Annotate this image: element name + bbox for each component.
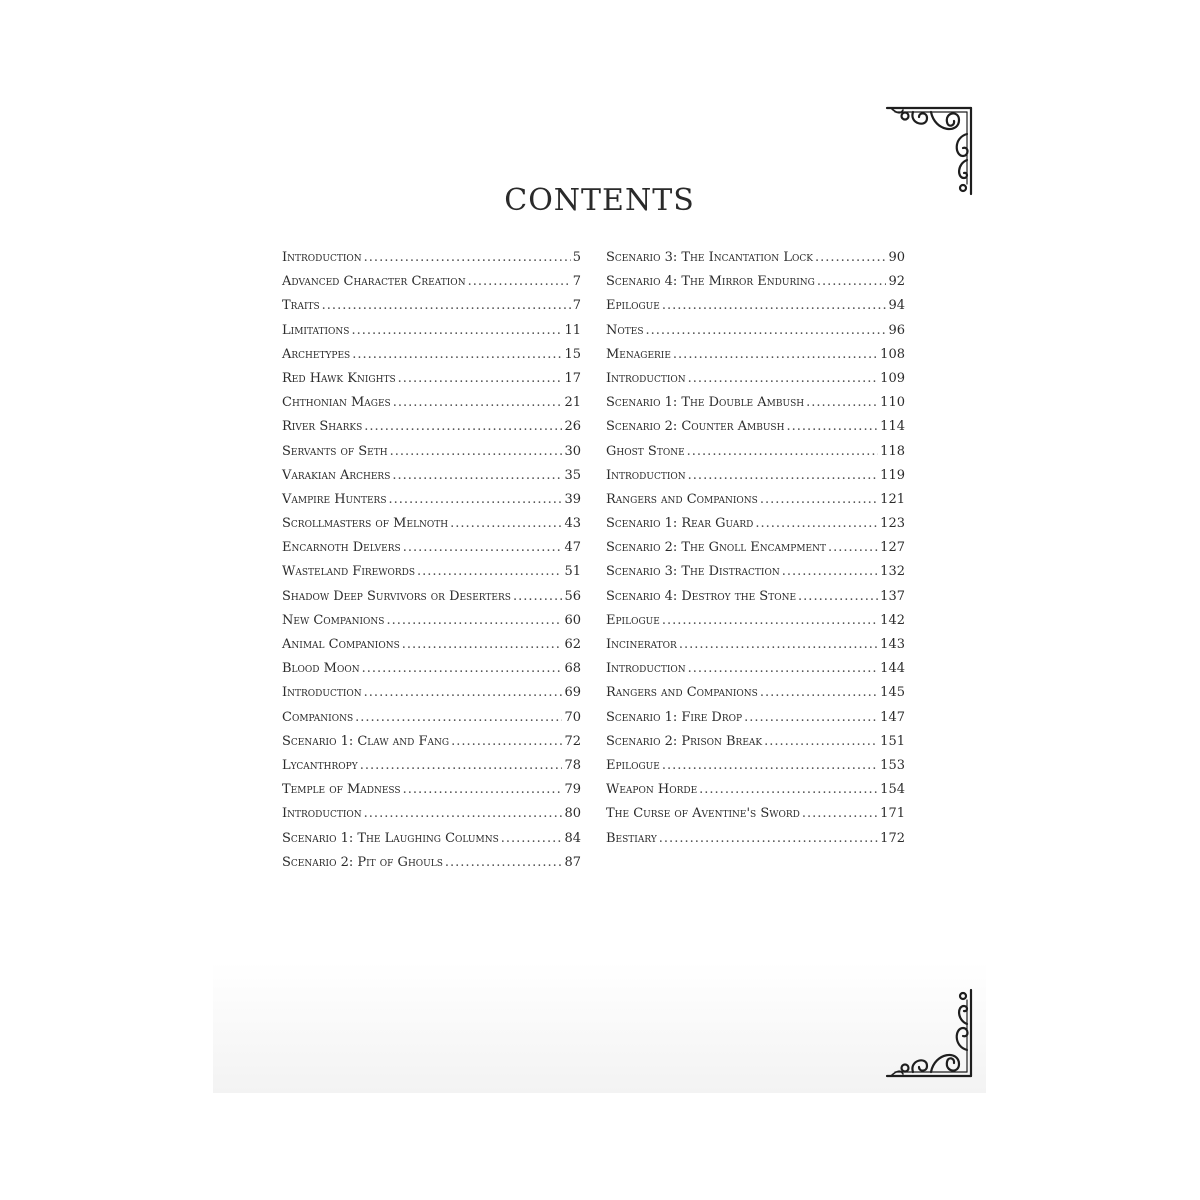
toc-entry-title: Scrollmasters of Melnoth xyxy=(282,516,449,532)
toc-entry xyxy=(606,831,905,855)
toc-entry-page-number: 118 xyxy=(880,443,905,459)
toc-leader-dots xyxy=(662,758,878,773)
toc-entry-title: Scenario 1: The Laughing Columns xyxy=(282,830,499,846)
toc-entry-page-number: 143 xyxy=(880,637,905,652)
toc-entry-title: Introduction xyxy=(606,370,686,386)
toc-entry-title: Limitations xyxy=(282,322,350,338)
toc-entry-title: Introduction xyxy=(282,806,362,822)
toc-entry-title: Scenario 4: Destroy the Stone xyxy=(606,588,797,604)
toc-leader-dots xyxy=(817,274,887,289)
toc-entry xyxy=(282,831,581,855)
toc-leader-dots xyxy=(828,540,878,555)
toc-entry-page-number: 108 xyxy=(880,346,905,362)
toc-entry-page-number: 56 xyxy=(564,588,581,604)
toc-entry-page-number: 79 xyxy=(564,782,581,798)
toc-entry-title: Chthonian Mages xyxy=(282,395,391,411)
toc-leader-dots xyxy=(688,661,879,676)
toc-leader-dots xyxy=(679,637,878,652)
toc-entry-page-number: 92 xyxy=(888,274,905,290)
toc-entry-page-number: 144 xyxy=(880,661,905,677)
toc-entry xyxy=(282,806,581,830)
toc-leader-dots xyxy=(402,637,563,652)
toc-entry-title: Red Hawk Knights xyxy=(282,370,396,386)
toc-entry-title: Epilogue xyxy=(606,757,660,773)
toc-entry-title: Incinerator xyxy=(606,637,677,652)
toc-entry xyxy=(606,589,905,613)
toc-entry-page-number: 7 xyxy=(572,274,581,290)
toc-entry xyxy=(282,371,581,395)
toc-entry xyxy=(606,516,905,540)
toc-leader-dots xyxy=(451,734,562,749)
toc-leader-dots xyxy=(362,661,563,676)
toc-entry-page-number: 11 xyxy=(564,322,581,338)
toc-entry xyxy=(606,250,905,274)
toc-entry-title: Menagerie xyxy=(606,346,671,362)
toc-entry-page-number: 147 xyxy=(880,709,905,725)
toc-leader-dots xyxy=(699,782,878,797)
toc-entry xyxy=(606,540,905,564)
toc-leader-dots xyxy=(786,419,878,434)
toc-entry-page-number: 109 xyxy=(880,370,905,386)
toc-entry-page-number: 121 xyxy=(880,491,905,507)
toc-entry-title: Epilogue xyxy=(606,612,660,628)
toc-entry-title: Varakian Archers xyxy=(282,467,391,483)
toc-entry-page-number: 84 xyxy=(564,830,581,846)
toc-entry xyxy=(606,758,905,782)
toc-entry-title: Introduction xyxy=(606,467,686,483)
toc-entry-title: Scenario 1: The Double Ambush xyxy=(606,395,805,411)
toc-entry-title: New Companions xyxy=(282,612,385,628)
toc-leader-dots xyxy=(322,298,571,313)
toc-entry-page-number: 62 xyxy=(564,637,581,652)
toc-leader-dots xyxy=(806,395,878,410)
toc-leader-dots xyxy=(744,710,878,725)
toc-entry-title: Weapon Horde xyxy=(606,782,698,798)
toc-leader-dots xyxy=(798,589,878,604)
toc-entry-page-number: 110 xyxy=(880,395,905,411)
toc-entry xyxy=(282,419,581,443)
toc-leader-dots xyxy=(403,540,563,555)
toc-entry-page-number: 51 xyxy=(564,564,581,580)
toc-entry-title: Notes xyxy=(606,322,644,338)
toc-entry-title: Blood Moon xyxy=(282,661,360,677)
toc-entry-page-number: 78 xyxy=(564,757,581,773)
toc-leader-dots xyxy=(392,468,562,483)
toc-entry-page-number: 90 xyxy=(888,250,905,265)
toc-entry xyxy=(282,685,581,709)
toc-entry-title: Introduction xyxy=(282,685,362,701)
toc-entry-page-number: 70 xyxy=(564,709,581,725)
toc-entry xyxy=(282,395,581,419)
toc-entry xyxy=(606,468,905,492)
toc-entry xyxy=(282,298,581,322)
toc-leader-dots xyxy=(501,831,563,846)
toc-entry xyxy=(282,661,581,685)
toc-column-right xyxy=(606,250,905,855)
toc-entry-title: Scenario 3: The Distraction xyxy=(606,564,780,580)
toc-entry xyxy=(606,613,905,637)
toc-leader-dots xyxy=(417,564,562,579)
toc-leader-dots xyxy=(662,613,878,628)
page-title: CONTENTS xyxy=(504,183,695,218)
toc-entry xyxy=(282,710,581,734)
toc-leader-dots xyxy=(760,492,878,507)
toc-entry-page-number: 137 xyxy=(880,588,905,604)
toc-entry xyxy=(282,492,581,516)
toc-entry-page-number: 35 xyxy=(564,467,581,483)
toc-entry-page-number: 21 xyxy=(564,395,581,411)
toc-leader-dots xyxy=(364,806,563,821)
toc-entry-title: Companions xyxy=(282,709,354,725)
toc-entry-title: Servants of Seth xyxy=(282,443,388,459)
toc-entry-title: Shadow Deep Survivors or Deserters xyxy=(282,588,511,604)
toc-entry-page-number: 171 xyxy=(880,806,905,822)
toc-entry xyxy=(606,710,905,734)
toc-entry-page-number: 47 xyxy=(564,540,581,556)
toc-leader-dots xyxy=(445,855,563,870)
toc-entry-title: Ghost Stone xyxy=(606,443,685,459)
toc-entry-page-number: 72 xyxy=(564,733,581,749)
toc-entry-title: Bestiary xyxy=(606,830,657,846)
toc-entry xyxy=(282,323,581,347)
book-page xyxy=(213,0,986,1093)
toc-entry xyxy=(282,758,581,782)
toc-leader-dots xyxy=(815,250,887,265)
toc-entry-page-number: 123 xyxy=(880,516,905,532)
toc-leader-dots xyxy=(802,806,878,821)
corner-ornament-bottom-icon xyxy=(883,986,975,1080)
toc-entry xyxy=(606,274,905,298)
toc-entry-page-number: 151 xyxy=(880,733,905,749)
toc-leader-dots xyxy=(513,589,563,604)
toc-entry-page-number: 142 xyxy=(880,612,905,628)
toc-leader-dots xyxy=(782,564,878,579)
toc-leader-dots xyxy=(755,516,878,531)
toc-entry-title: Scenario 2: The Gnoll Encampment xyxy=(606,540,826,556)
toc-entry-page-number: 172 xyxy=(880,830,905,846)
toc-leader-dots xyxy=(687,444,879,459)
toc-leader-dots xyxy=(393,395,563,410)
toc-entry-page-number: 153 xyxy=(880,757,905,773)
toc-leader-dots xyxy=(386,613,562,628)
toc-column-left xyxy=(282,250,581,879)
toc-entry-page-number: 43 xyxy=(564,516,581,532)
toc-entry-title: The Curse of Aventine's Sword xyxy=(606,806,800,822)
toc-leader-dots xyxy=(389,492,563,507)
toc-entry-page-number: 127 xyxy=(880,540,905,556)
toc-entry xyxy=(282,589,581,613)
toc-entry-page-number: 26 xyxy=(564,419,581,435)
toc-leader-dots xyxy=(673,347,878,362)
toc-entry xyxy=(606,564,905,588)
toc-entry-title: Wasteland Firewords xyxy=(282,564,416,580)
toc-entry-page-number: 87 xyxy=(564,854,581,870)
toc-entry-title: Encarnoth Delvers xyxy=(282,540,401,556)
toc-entry xyxy=(282,347,581,371)
toc-entry-page-number: 145 xyxy=(880,685,905,701)
toc-entry-page-number: 69 xyxy=(564,685,581,701)
toc-entry-title: Traits xyxy=(282,298,320,314)
toc-entry xyxy=(606,444,905,468)
toc-entry-title: Rangers and Companions xyxy=(606,685,758,701)
toc-leader-dots xyxy=(398,371,563,386)
toc-entry-title: Animal Companions xyxy=(282,637,400,652)
toc-entry xyxy=(282,274,581,298)
toc-entry xyxy=(282,468,581,492)
toc-leader-dots xyxy=(364,250,571,265)
toc-entry-page-number: 96 xyxy=(888,322,905,338)
toc-leader-dots xyxy=(764,734,878,749)
toc-leader-dots xyxy=(360,758,563,773)
toc-leader-dots xyxy=(355,710,562,725)
toc-entry-title: Epilogue xyxy=(606,298,660,314)
toc-entry-page-number: 15 xyxy=(564,346,581,362)
toc-entry xyxy=(282,250,581,274)
toc-entry xyxy=(606,806,905,830)
toc-entry xyxy=(606,734,905,758)
toc-entry-page-number: 39 xyxy=(564,491,581,507)
toc-entry xyxy=(282,613,581,637)
toc-entry-title: Archetypes xyxy=(282,346,351,362)
toc-entry xyxy=(606,661,905,685)
toc-entry xyxy=(606,492,905,516)
toc-entry xyxy=(606,323,905,347)
toc-entry-title: Scenario 4: The Mirror Enduring xyxy=(606,274,815,290)
toc-entry-page-number: 94 xyxy=(888,298,905,314)
toc-leader-dots xyxy=(403,782,563,797)
toc-entry xyxy=(606,298,905,322)
toc-entry-title: Scenario 1: Rear Guard xyxy=(606,516,754,532)
toc-entry-page-number: 114 xyxy=(880,419,905,435)
toc-entry xyxy=(606,782,905,806)
toc-entry xyxy=(606,419,905,443)
toc-entry-title: Temple of Madness xyxy=(282,782,401,798)
toc-entry-title: Lycanthropy xyxy=(282,757,358,773)
toc-leader-dots xyxy=(659,831,878,846)
toc-entry-page-number: 30 xyxy=(564,443,581,459)
toc-entry-title: Rangers and Companions xyxy=(606,491,758,507)
toc-entry xyxy=(282,516,581,540)
toc-entry-title: Introduction xyxy=(282,250,362,265)
toc-entry-title: Scenario 3: The Incantation Lock xyxy=(606,250,813,265)
toc-entry-page-number: 7 xyxy=(572,298,581,314)
toc-entry-title: Advanced Character Creation xyxy=(282,274,466,290)
toc-leader-dots xyxy=(351,323,562,338)
toc-entry-page-number: 132 xyxy=(880,564,905,580)
toc-entry-title: Scenario 1: Claw and Fang xyxy=(282,733,450,749)
toc-entry-title: River Sharks xyxy=(282,419,363,435)
toc-leader-dots xyxy=(662,298,887,313)
toc-leader-dots xyxy=(352,347,562,362)
toc-entry-title: Scenario 2: Counter Ambush xyxy=(606,419,785,435)
toc-leader-dots xyxy=(760,685,878,700)
toc-entry xyxy=(606,685,905,709)
toc-entry xyxy=(282,564,581,588)
toc-entry-title: Scenario 1: Fire Drop xyxy=(606,709,743,725)
toc-entry xyxy=(606,395,905,419)
toc-entry xyxy=(282,444,581,468)
toc-leader-dots xyxy=(688,468,879,483)
toc-entry-title: Scenario 2: Prison Break xyxy=(606,733,763,749)
toc-entry-title: Introduction xyxy=(606,661,686,677)
toc-entry-page-number: 154 xyxy=(880,782,905,798)
toc-entry-title: Vampire Hunters xyxy=(282,491,387,507)
toc-leader-dots xyxy=(390,444,563,459)
toc-leader-dots xyxy=(364,419,562,434)
toc-entry-page-number: 17 xyxy=(564,370,581,386)
toc-leader-dots xyxy=(364,685,563,700)
toc-entry-page-number: 119 xyxy=(880,467,905,483)
toc-entry-page-number: 60 xyxy=(564,612,581,628)
toc-entry xyxy=(282,734,581,758)
toc-entry-page-number: 68 xyxy=(564,661,581,677)
toc-entry-title: Scenario 2: Pit of Ghouls xyxy=(282,854,443,870)
toc-entry xyxy=(282,782,581,806)
toc-entry xyxy=(606,347,905,371)
toc-entry xyxy=(606,371,905,395)
toc-entry xyxy=(282,540,581,564)
toc-leader-dots xyxy=(450,516,562,531)
toc-leader-dots xyxy=(646,323,887,338)
toc-leader-dots xyxy=(688,371,879,386)
toc-entry-page-number: 5 xyxy=(572,250,581,265)
toc-leader-dots xyxy=(468,274,571,289)
toc-entry xyxy=(282,637,581,661)
toc-entry xyxy=(606,637,905,661)
toc-entry xyxy=(282,855,581,879)
toc-entry-page-number: 80 xyxy=(564,806,581,822)
